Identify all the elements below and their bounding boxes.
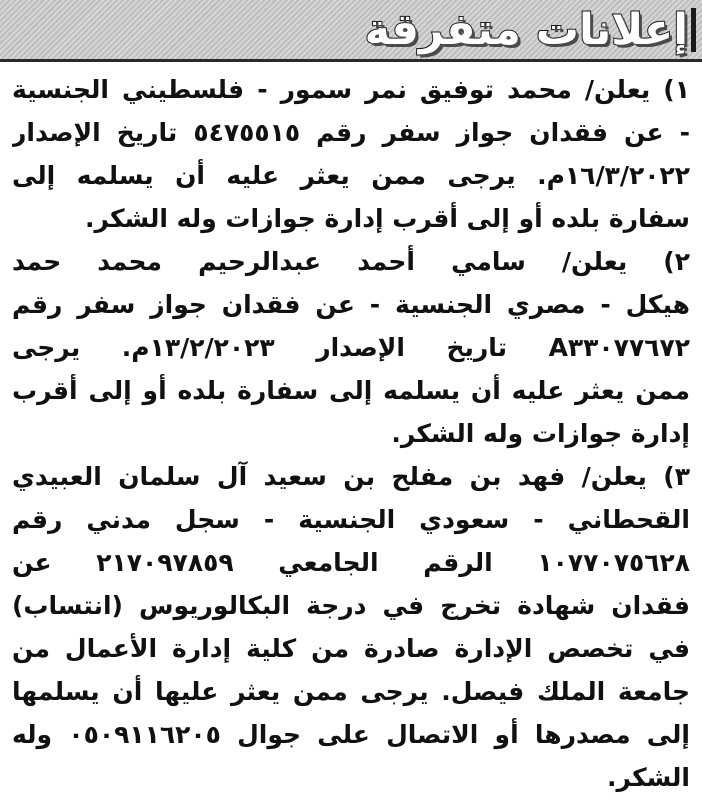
section-header — [0, 0, 702, 62]
notice-line: ٢) يعلن/ سامي أحمد عبدالرحيم محمد حمد — [12, 247, 690, 276]
notice-line: ١) يعلن/ محمد توفيق نمر سمور - فلسطيني الجنسية — [12, 75, 690, 104]
notice-2 — [12, 240, 690, 455]
notice-line: سفارة بلده أو إلى أقرب إدارة جوازات وله الشكر. — [84, 204, 690, 233]
section-title: إعلانات متفرقة — [364, 5, 688, 55]
notice-line: ١٦/٣/٢٠٢٢م. يرجى ممن يعثر عليه أن يسلمه إلى — [12, 161, 690, 190]
notice-1 — [12, 68, 690, 240]
notice-line: في تخصص الإدارة صادرة من كلية إدارة الأعمال من — [12, 634, 690, 663]
notice-line: A٣٣٠٧٧٦٧٢ تاريخ الإصدار ١٣/٢/٢٠٢٣م. يرجى — [12, 333, 690, 362]
notice-line: إلى مصدرها أو الاتصال على جوال ٠٥٠٩١١٦٢٠٥ وله — [12, 720, 690, 749]
notice-line: ٣) يعلن/ فهد بن مفلح بن سعيد آل سلمان العبيدي — [12, 462, 690, 491]
notices-body — [12, 68, 690, 799]
notice-line: جامعة الملك فيصل. يرجى ممن يعثر عليها أن يسلمها — [12, 677, 690, 706]
notice-3 — [12, 455, 690, 799]
notice-line: فقدان شهادة تخرج في درجة البكالوريوس (انتساب) — [12, 591, 690, 620]
notice-line: القحطاني - سعودي الجنسية - سجل مدني رقم — [12, 505, 690, 534]
notice-line: إدارة جوازات وله الشكر. — [391, 419, 690, 448]
header-accent-bar — [691, 8, 696, 52]
notice-line: ١٠٧٧٠٧٥٦٢٨ الرقم الجامعي ٢١٧٠٩٧٨٥٩ عن — [12, 548, 690, 577]
notice-line: الشكر. — [607, 763, 690, 792]
notice-line: - عن فقدان جواز سفر رقم ٥٤٧٥٥١٥ تاريخ الإصدار — [12, 118, 690, 147]
notice-line: هيكل - مصري الجنسية - عن فقدان جواز سفر رقم — [12, 290, 690, 319]
notice-line: ممن يعثر عليه أن يسلمه إلى سفارة بلده أو إلى أقرب — [12, 376, 690, 405]
